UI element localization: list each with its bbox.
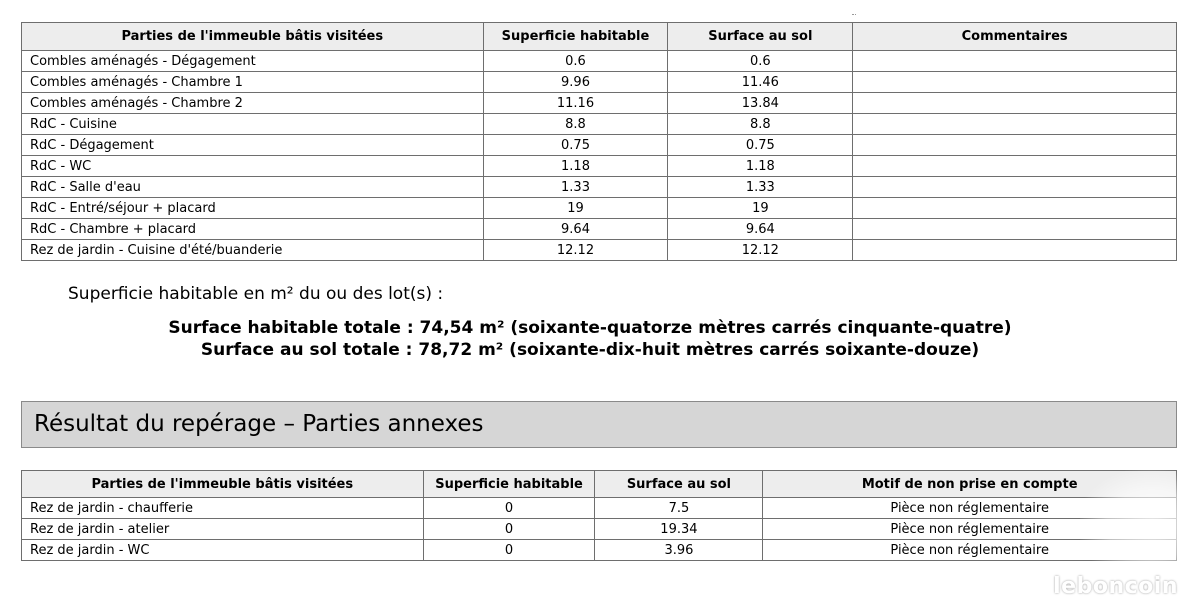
cell-sol: 12.12	[668, 240, 853, 261]
cell-habitable: 0.6	[483, 51, 668, 72]
table-row	[22, 219, 1177, 240]
cell-comment	[853, 135, 1177, 156]
table-row	[22, 240, 1177, 261]
cell-sol: 1.18	[668, 156, 853, 177]
cell-comment	[853, 93, 1177, 114]
cell-sol: 0.6	[668, 51, 853, 72]
cell-room: Combles aménagés - Dégagement	[22, 51, 484, 72]
cell-habitable: 0	[423, 540, 595, 561]
cell-room: RdC - Entré/séjour + placard	[22, 198, 484, 219]
cell-room: Rez de jardin - WC	[22, 540, 424, 561]
header-parties: Parties de l'immeuble bâtis visitées	[22, 23, 484, 51]
cell-comment	[853, 240, 1177, 261]
cell-habitable: 0.75	[483, 135, 668, 156]
cell-room: RdC - WC	[22, 156, 484, 177]
cell-room: RdC - Chambre + placard	[22, 219, 484, 240]
cell-habitable: 11.16	[483, 93, 668, 114]
cell-sol: 1.33	[668, 177, 853, 198]
header-commentaires: Commentaires	[853, 23, 1177, 51]
summary-label: Superficie habitable en m² du ou des lot(s) :	[68, 284, 444, 304]
total-habitable: Surface habitable totale : 74,54 m² (soixante-quatorze mètres carrés cinquante-quatre)	[168, 318, 1012, 338]
cell-habitable: 8.8	[483, 114, 668, 135]
cell-habitable: 0	[423, 519, 595, 540]
cell-comment	[853, 219, 1177, 240]
cell-sol: 7.5	[595, 498, 763, 519]
cell-room: RdC - Salle d'eau	[22, 177, 484, 198]
cell-sol: 8.8	[668, 114, 853, 135]
annexes-header-row	[22, 471, 1177, 498]
cell-habitable: 12.12	[483, 240, 668, 261]
cell-habitable: 0	[423, 498, 595, 519]
annexes-section-title: Résultat du repérage – Parties annexes	[21, 401, 1177, 448]
watermark-logo: leboncoin	[1053, 574, 1178, 599]
table-row	[22, 135, 1177, 156]
header-motif: Motif de non prise en compte	[763, 471, 1177, 498]
cell-habitable: 19	[483, 198, 668, 219]
cell-sol: 19.34	[595, 519, 763, 540]
table-row	[22, 51, 1177, 72]
table-row	[22, 114, 1177, 135]
main-surface-table	[21, 22, 1177, 261]
cell-comment	[853, 156, 1177, 177]
cell-comment	[853, 114, 1177, 135]
cell-room: Rez de jardin - chaufferie	[22, 498, 424, 519]
cell-habitable: 9.64	[483, 219, 668, 240]
header-superficie-habitable: Superficie habitable	[483, 23, 668, 51]
header-surface-au-sol: Surface au sol	[668, 23, 853, 51]
annexes-table	[21, 470, 1177, 561]
cell-room: Combles aménagés - Chambre 2	[22, 93, 484, 114]
table-row	[22, 177, 1177, 198]
cell-sol: 0.75	[668, 135, 853, 156]
cell-habitable: 1.18	[483, 156, 668, 177]
table-row	[22, 198, 1177, 219]
total-sol: Surface au sol totale : 78,72 m² (soixante-dix-huit mètres carrés soixante-douze)	[200, 340, 980, 360]
cell-habitable: 1.33	[483, 177, 668, 198]
cell-sol: 13.84	[668, 93, 853, 114]
cell-sol: 19	[668, 198, 853, 219]
cell-motif: Pièce non réglementaire	[763, 498, 1177, 519]
cell-habitable: 9.96	[483, 72, 668, 93]
cell-sol: 3.96	[595, 540, 763, 561]
cell-motif: Pièce non réglementaire	[763, 519, 1177, 540]
cell-room: RdC - Cuisine	[22, 114, 484, 135]
header-surface-au-sol: Surface au sol	[595, 471, 763, 498]
cell-room: Combles aménagés - Chambre 1	[22, 72, 484, 93]
cell-room: RdC - Dégagement	[22, 135, 484, 156]
cell-comment	[853, 51, 1177, 72]
cell-sol: 11.46	[668, 72, 853, 93]
main-table-header-row	[22, 23, 1177, 51]
table-row	[22, 519, 1177, 540]
table-row	[22, 540, 1177, 561]
cell-motif: Pièce non réglementaire	[763, 540, 1177, 561]
table-row	[22, 93, 1177, 114]
cell-comment	[853, 198, 1177, 219]
cell-sol: 9.64	[668, 219, 853, 240]
cell-comment	[853, 177, 1177, 198]
header-parties: Parties de l'immeuble bâtis visitées	[22, 471, 424, 498]
table-row	[22, 72, 1177, 93]
top-divider-mark	[852, 14, 856, 21]
cell-comment	[853, 72, 1177, 93]
table-row	[22, 156, 1177, 177]
header-superficie-habitable: Superficie habitable	[423, 471, 595, 498]
cell-room: Rez de jardin - atelier	[22, 519, 424, 540]
cell-room: Rez de jardin - Cuisine d'été/buanderie	[22, 240, 484, 261]
table-row	[22, 498, 1177, 519]
